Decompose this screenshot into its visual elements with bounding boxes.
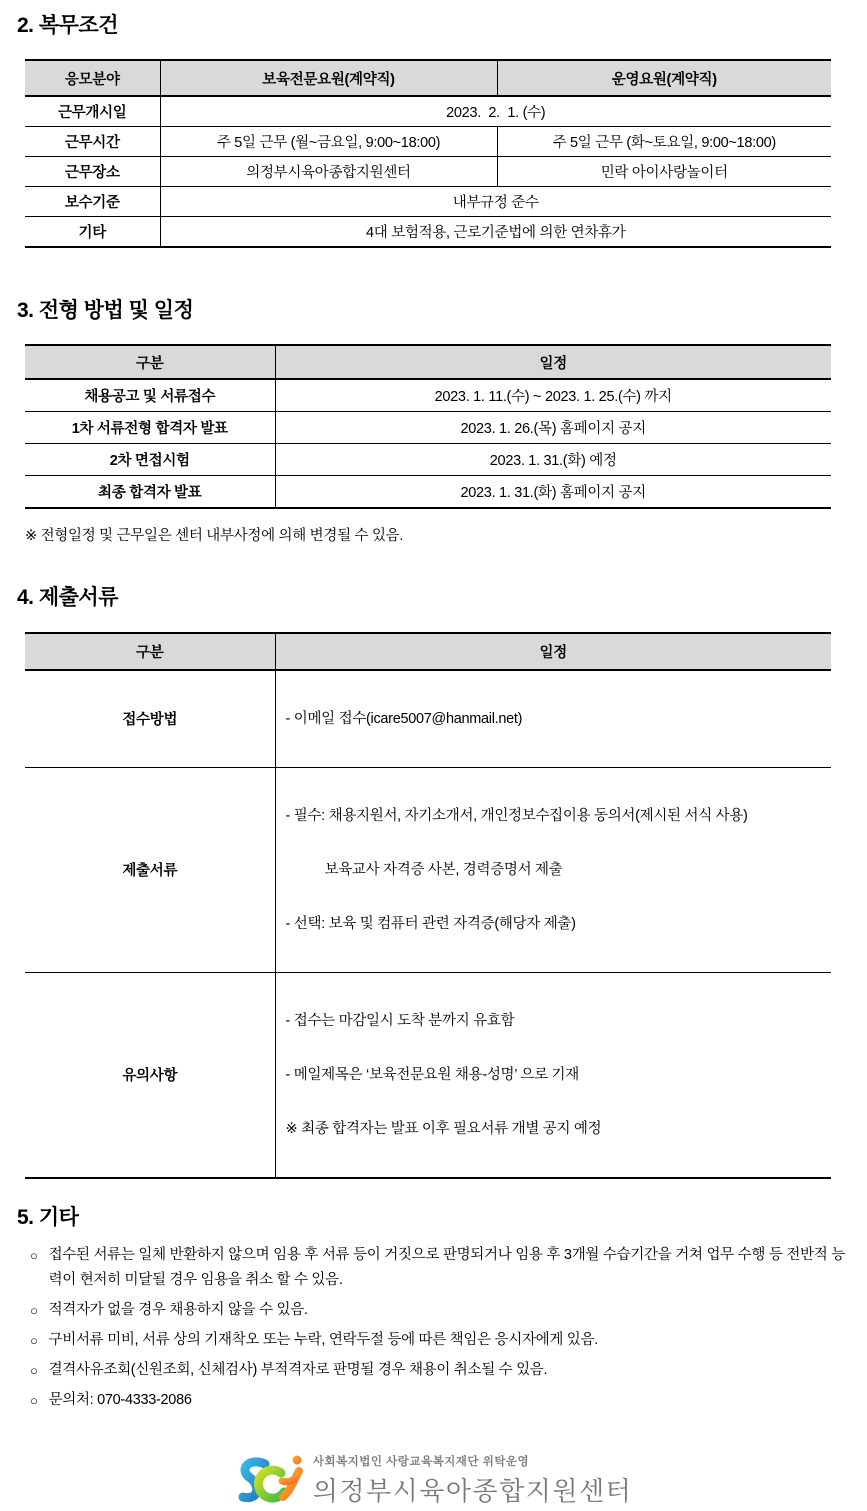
row-label: 채용공고 및 서류접수 (25, 379, 275, 412)
circle-bullet-icon: ○ (30, 1247, 38, 1263)
row-label: 근무개시일 (25, 96, 160, 127)
circle-bullet-icon: ○ (30, 1392, 38, 1408)
header-cell: 구분 (25, 345, 275, 379)
row-value: 의정부시육아종합지원센터 (160, 157, 497, 187)
header-cell: 일정 (275, 633, 831, 670)
logo-subtitle: 사회복지법인 사랑교육복지재단 위탁운영 (312, 1456, 530, 1469)
row-value: 2023. 1. 31.(화) 예정 (275, 444, 831, 476)
cell-line: 보육교사 자격증 사본, 경력증명서 제출 (324, 861, 563, 878)
work-conditions-table (25, 59, 831, 248)
table-row (25, 476, 831, 509)
bullet-text: 적격자가 없을 경우 채용하지 않을 수 있음. (48, 1301, 308, 1318)
bullet-text: 접수된 서류는 일체 반환하지 않으며 임용 후 서류 등이 거짓으로 판명되거나 임용 후 3개월 수습기간을 거쳐 업무 수행 등 전반적 능력이 현저히 미달될 경우 임용을 취소 할 수 있음. (48, 1246, 845, 1288)
header-cell: 운영요원(계약직) (497, 60, 831, 96)
table-row (25, 217, 831, 248)
bullet-text: 구비서류 미비, 서류 상의 기재착오 또는 누락, 연락두절 등에 따른 책임은 응시자에게 있음. (48, 1331, 598, 1348)
row-value (275, 670, 831, 768)
row-label: 2차 면접시험 (25, 444, 275, 476)
cell-line: - 필수: 채용지원서, 자기소개서, 개인정보수집이용 동의서(제시된 서식 사용) (285, 807, 748, 824)
table-row (25, 670, 831, 768)
row-label: 보수기준 (25, 187, 160, 217)
list-item (30, 1243, 845, 1293)
schedule-change-note: ※ 전형일정 및 근무일은 센터 내부사정에 의해 변경될 수 있음. (25, 528, 404, 545)
bullet-text: 문의처: 070-4333-2086 (48, 1391, 192, 1408)
header-cell: 일정 (275, 345, 831, 379)
list-item (30, 1298, 845, 1323)
table-header-row (25, 345, 831, 379)
sci-logo-icon (235, 1451, 309, 1511)
row-value: 주 5일 근무 (화~토요일, 9:00~18:00) (497, 127, 831, 157)
circle-bullet-icon: ○ (30, 1332, 38, 1348)
cell-line: - 선택: 보육 및 컴퓨터 관련 자격증(해당자 제출) (285, 915, 576, 932)
logo-title: 의정부시육아종합지원센터 (312, 1476, 633, 1507)
row-label: 근무장소 (25, 157, 160, 187)
circle-bullet-icon: ○ (30, 1302, 38, 1318)
table-row (25, 127, 831, 157)
row-label: 접수방법 (25, 670, 275, 768)
cell-line: - 이메일 접수(icare5007@hanmail.net) (285, 710, 523, 727)
row-value: 2023. 1. 31.(화) 홈페이지 공지 (275, 476, 831, 509)
table-row (25, 444, 831, 476)
table-row (25, 96, 831, 127)
header-cell: 응모분야 (25, 60, 160, 96)
cell-line: ※ 최종 합격자는 발표 이후 필요서류 개별 공지 예정 (285, 1120, 602, 1137)
header-cell: 구분 (25, 633, 275, 670)
header-cell: 보육전문요원(계약직) (160, 60, 497, 96)
table-row (25, 412, 831, 444)
section-2-title: 2. 복무조건 (17, 14, 118, 37)
table-row (25, 767, 831, 972)
row-value: 2023. 1. 11.(수) ~ 2023. 1. 25.(수) 까지 (275, 379, 831, 412)
table-row (25, 157, 831, 187)
row-value (275, 972, 831, 1178)
selection-schedule-table (25, 344, 831, 509)
row-value: 2023. 1. 26.(목) 홈페이지 공지 (275, 412, 831, 444)
section-3-title: 3. 전형 방법 및 일정 (17, 299, 194, 323)
table-header-row (25, 60, 831, 96)
row-label: 기타 (25, 217, 160, 248)
circle-bullet-icon: ○ (30, 1362, 38, 1378)
section-4-title: 4. 제출서류 (17, 586, 118, 610)
bullet-text: 결격사유조회(신원조회, 신체검사) 부적격자로 판명될 경우 채용이 취소될 수 있음. (48, 1361, 548, 1378)
cell-line: - 접수는 마감일시 도착 분까지 유효함 (285, 1012, 515, 1029)
center-logo (0, 1451, 867, 1511)
row-label: 근무시간 (25, 127, 160, 157)
etc-bullet-list (30, 1243, 867, 1413)
row-value: 2023. 2. 1. (수) (160, 96, 831, 127)
section-5-title: 5. 기타 (17, 1205, 79, 1229)
submission-documents-table (25, 632, 831, 1179)
table-row (25, 187, 831, 217)
row-value: 내부규정 준수 (160, 187, 831, 217)
cell-line: - 메일제목은 ‘보육전문요원 채용-성명’ 으로 기재 (285, 1066, 579, 1083)
row-label: 유의사항 (25, 972, 275, 1178)
table-header-row (25, 633, 831, 670)
row-value: 4대 보험적용, 근로기준법에 의한 연차휴가 (160, 217, 831, 248)
logo-text-block (313, 1453, 632, 1508)
row-label: 최종 합격자 발표 (25, 476, 275, 509)
list-item (30, 1328, 845, 1353)
table-row (25, 379, 831, 412)
row-value (275, 767, 831, 972)
table-row (25, 972, 831, 1178)
row-label: 제출서류 (25, 767, 275, 972)
row-value: 민락 아이사랑놀이터 (497, 157, 831, 187)
list-item (30, 1388, 845, 1413)
list-item (30, 1358, 845, 1383)
row-value: 주 5일 근무 (월~금요일, 9:00~18:00) (160, 127, 497, 157)
row-label: 1차 서류전형 합격자 발표 (25, 412, 275, 444)
